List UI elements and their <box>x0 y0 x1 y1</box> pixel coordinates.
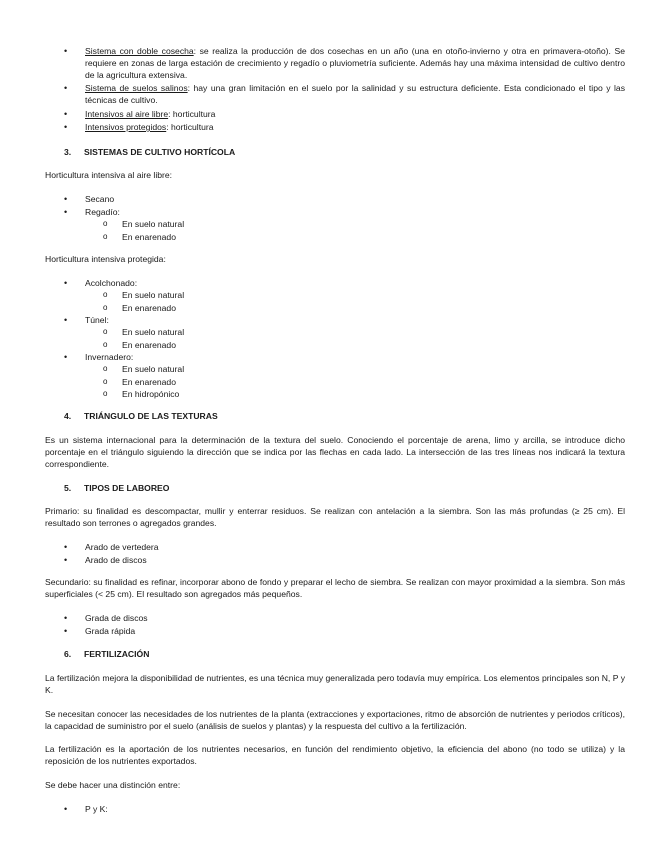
sub-bullet-icon: o <box>103 340 108 349</box>
section-number: 6. <box>64 649 72 659</box>
item-text: : hay una gran limitación en el suelo por la salinidad y su estructura deficiente. Esta condicionado el tipo y las técnicas de cultivo. <box>85 83 625 105</box>
sub-list-item: En enarenado <box>122 340 176 350</box>
section-heading <box>64 648 149 660</box>
sub-bullet-icon: o <box>103 232 108 241</box>
sub-list-item: En hidropónico <box>122 389 180 399</box>
sub-list-item: En suelo natural <box>122 364 185 374</box>
paragraph: Es un sistema internacional para la determinación de la textura del suelo. Conociendo el porcentaje de arena, limo y arcilla, se introduce dicho porcentaje en el triángulo siguiendo la dirección que se indica por las flechas en cada lado. La intersección de las tres líneas nos indicará la textura correspondiente. <box>45 435 625 469</box>
section-title: FERTILIZACIÓN <box>84 649 150 659</box>
bullet-icon: • <box>64 542 68 552</box>
bullet-icon: • <box>64 207 68 217</box>
section-title: SISTEMAS DE CULTIVO HORTÍCOLA <box>84 147 236 157</box>
list-item: Invernadero: <box>85 352 134 362</box>
bullet-icon: • <box>64 804 68 814</box>
list-item: P y K: <box>85 804 108 814</box>
paragraph: La fertilización mejora la disponibilidad de nutrientes, es una técnica muy generalizada pero todavía muy empírica. Los elementos principales son N, P y K. <box>45 673 625 695</box>
paragraph: Se necesitan conocer las necesidades de los nutrientes de la planta (extracciones y exportaciones, ritmo de absorción de nutrientes y periodos críticos), la capacidad de suministro por el suelo (análisis de suelos y plantas) y la respuesta del cultivo a la fertilización. <box>45 709 625 731</box>
list-item <box>85 108 625 120</box>
paragraph: Se debe hacer una distinción entre: <box>45 780 181 790</box>
sub-list-item: En enarenado <box>122 232 176 242</box>
list-item: Arado de discos <box>85 555 147 565</box>
sub-bullet-icon: o <box>103 377 108 386</box>
bullet-icon: • <box>64 122 68 132</box>
paragraph: Secundario: su finalidad es refinar, incorporar abono de fondo y preparar el lecho de siembra. Se realizan con mayor proximidad a la siembra. Son más superficiales (< 25 cm). El resultado son agregados más pequeños. <box>45 577 625 599</box>
list-item: Secano <box>85 194 115 204</box>
section-heading <box>64 482 169 494</box>
section-number: 4. <box>64 411 72 421</box>
section-number: 3. <box>64 147 72 157</box>
list-item: Grada rápida <box>85 626 136 636</box>
term-label: Intensivos al aire libre <box>85 109 169 119</box>
term-label: Intensivos protegidos <box>85 122 167 132</box>
section-title: TRIÁNGULO DE LAS TEXTURAS <box>84 411 218 421</box>
term-label: Sistema de suelos salinos <box>85 83 188 93</box>
bullet-icon: • <box>64 626 68 636</box>
bullet-icon: • <box>64 613 68 623</box>
list-item <box>85 45 625 81</box>
list-item: Arado de vertedera <box>85 542 159 552</box>
section-heading <box>64 410 218 422</box>
bullet-icon: • <box>64 109 68 119</box>
paragraph: Horticultura intensiva al aire libre: <box>45 170 173 180</box>
sub-bullet-icon: o <box>103 290 108 299</box>
section-title: TIPOS DE LABOREO <box>84 483 170 493</box>
sub-bullet-icon: o <box>103 389 108 398</box>
bullet-icon: • <box>64 352 68 362</box>
paragraph: Horticultura intensiva protegida: <box>45 254 166 264</box>
section-number: 5. <box>64 483 72 493</box>
list-item: Regadío: <box>85 207 120 217</box>
bullet-icon: • <box>64 46 68 56</box>
list-item: Grada de discos <box>85 613 148 623</box>
sub-bullet-icon: o <box>103 327 108 336</box>
sub-bullet-icon: o <box>103 219 108 228</box>
sub-list-item: En enarenado <box>122 377 176 387</box>
term-label: Sistema con doble cosecha <box>85 46 194 56</box>
sub-list-item: En suelo natural <box>122 219 185 229</box>
item-text: : horticultura <box>168 109 216 119</box>
list-item: Túnel: <box>85 315 109 325</box>
list-item: Acolchonado: <box>85 278 138 288</box>
bullet-icon: • <box>64 194 68 204</box>
paragraph: Primario: su finalidad es descompactar, mullir y enterrar residuos. Se realizan con antelación a la siembra. Son las más profundas (≥ 25 cm). El resultado son terrones o agregados grandes. <box>45 506 625 528</box>
sub-bullet-icon: o <box>103 303 108 312</box>
bullet-icon: • <box>64 278 68 288</box>
bullet-icon: • <box>64 315 68 325</box>
sub-list-item: En suelo natural <box>122 290 185 300</box>
section-heading <box>64 146 235 158</box>
bullet-icon: • <box>64 555 68 565</box>
sub-list-item: En enarenado <box>122 303 176 313</box>
item-text: : se realiza la producción de dos cosechas en un año (una en otoño-invierno y otra en primavera-otoño). Se requiere en zonas de larga estación de crecimiento y regadío o pluviometría suficiente. Además hay una máxima intensidad de cultivo dentro de la agricultura extensiva. <box>85 46 625 80</box>
item-text: : horticultura <box>166 122 214 132</box>
list-item <box>85 82 625 106</box>
bullet-icon: • <box>64 83 68 93</box>
sub-bullet-icon: o <box>103 364 108 373</box>
sub-list-item: En suelo natural <box>122 327 185 337</box>
list-item <box>85 121 625 133</box>
paragraph: La fertilización es la aportación de los nutrientes necesarios, en función del rendimiento objetivo, la eficiencia del abono (no todo se utiliza) y la reposición de los nutrientes exportados. <box>45 744 625 766</box>
